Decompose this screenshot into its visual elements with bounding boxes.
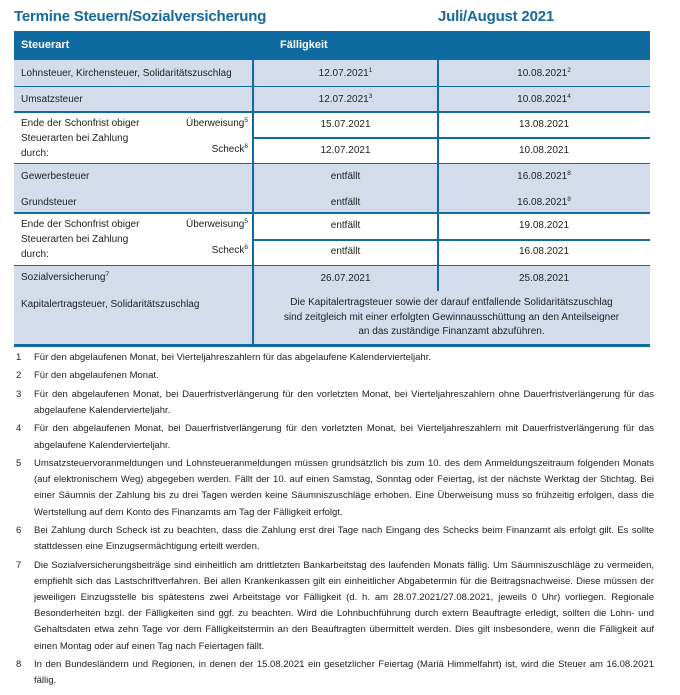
- row-label: Lohnsteuer, Kirchensteuer, Solidaritätszuschlag: [21, 68, 232, 79]
- august-date: 19.08.2021: [518, 220, 570, 231]
- july-date: entfällt: [330, 246, 361, 257]
- july-date: entfällt: [330, 220, 361, 231]
- july-date: 15.07.2021: [320, 119, 371, 130]
- row-label: Grundsteuer: [21, 197, 77, 208]
- july-date: 12.07.2021$^1$: [318, 67, 373, 79]
- august-date: 25.08.2021: [518, 273, 570, 284]
- page-title: Termine Steuern/Sozialversicherung: [14, 8, 267, 25]
- row-label: Ende der Schonfrist obiger Steuerarten bei Zahlung durch:: [21, 219, 140, 260]
- row-label: Sozialversicherung$^7$: [21, 271, 110, 283]
- column-divider: [252, 60, 254, 344]
- kapitalertrag-note: Die Kapitalertragsteuer sowie der darauf entfallende Solidaritätszuschlag sind zeitgleich mit einer erfolgten Gewinnausschüttung an den Anteilseigner an das zuständige Finanzamt abzuführen.: [283, 297, 620, 337]
- payment-method-cheque: Scheck$^6$: [211, 143, 248, 155]
- column-header-faelligkeit: Fälligkeit: [280, 39, 328, 51]
- payment-method-transfer: Überweisung$^5$: [186, 218, 248, 230]
- august-date: 10.08.2021$^4$: [517, 93, 571, 105]
- august-date: 10.08.2021: [518, 145, 570, 156]
- row-label: Umsatzsteuer: [21, 94, 83, 105]
- footnote: 3 Für den abgelaufenen Monat, bei Dauerfristverlängerung für den vorletzten Monat, bei Vierteljahreszahlern ohne Dauerfristverlängerung für das abgelaufene Kalendervierteljahr.: [16, 388, 654, 416]
- column-divider: [437, 60, 439, 291]
- table-row-group: [14, 265, 650, 347]
- period-label: Juli/August 2021: [438, 8, 555, 25]
- august-date: 16.08.2021$^8$: [517, 196, 571, 208]
- divider: [253, 137, 650, 139]
- row-label: Gewerbesteuer: [21, 171, 90, 182]
- august-date: 16.08.2021: [518, 246, 570, 257]
- footnote: 5 Umsatzsteuervoranmeldungen und Lohnsteueranmeldungen müssen grundsätzlich bis zum 10. des dem Anmeldungszeitraum folgenden Monats (auf elektronischem Weg) abgegeben werden. Fällt der 10. auf einen Samstag, Sonntag oder Feiertag, ist der nächste Werktag der Stichtag. Bei einer Säumnis der Zahlung bis zu drei Tagen werden keine Säumniszuschläge erhoben. Eine Überweisung muss so frühzeitig erfolgen, dass die Wertstellung auf dem Konto des Finanzamts am Tag der Fälligkeit erfolgt.: [16, 457, 654, 518]
- divider: [253, 239, 650, 241]
- column-header-steuerart: Steuerart: [21, 39, 70, 51]
- table-row: [14, 60, 650, 86]
- july-date: entfällt: [330, 171, 361, 182]
- table-row-schonfrist: [14, 111, 650, 163]
- august-date: 10.08.2021$^2$: [517, 67, 571, 79]
- payment-method-transfer: Überweisung$^5$: [186, 117, 248, 129]
- footnotes: [14, 350, 654, 692]
- july-date: 26.07.2021: [320, 273, 371, 284]
- row-label: Kapitalertragsteuer, Solidaritätszuschlag: [21, 299, 200, 310]
- footnote: 8 In den Bundesländern und Regionen, in denen der 15.08.2021 ein gesetzlicher Feiertag (Mariä Himmelfahrt) ist, wird die Steuer am 16.08.2021 fällig.: [16, 658, 654, 687]
- footnote: 2 Für den abgelaufenen Monat.: [16, 370, 159, 382]
- august-date: 13.08.2021: [518, 119, 570, 130]
- july-date: entfällt: [330, 197, 361, 208]
- title-bar: [14, 8, 650, 30]
- table-row-schonfrist: [14, 212, 650, 265]
- footnote: 7 Die Sozialversicherungsbeiträge sind einheitlich am drittletzten Bankarbeitstag des laufenden Monats fällig. Um Säumniszuschläge zu vermeiden, empfiehlt sich das Lastschriftverfahren. Bei allen Krankenkassen gilt ein einheitlicher Abgabetermin für die Beitragsnachweise. Diese müssen der jeweiligen Einzugsstelle bis spätestens zwei Arbeitstage vor Fälligkeit (d. h. am 28.07.2021/27.08.2021, jeweils 0 Uhr) vorliegen. Regionale Besonderheiten bzgl. der Fälligkeiten sind ggf. zu beachten. Wird die Lohnbuchführung durch extern Beauftragte erledigt, sollten die Lohn- und Gehaltsdaten etwa zehn Tage vor dem Fälligkeitstermin an den Beauftragten übermittelt werden. Dies gilt insbesondere, wenn die Fälligkeit auf einen Montag oder auf einen Tag nach Feiertagen fällt.: [16, 559, 654, 652]
- footnote: 4 Für den abgelaufenen Monat, bei Dauerfristverlängerung für den vorletzten Monat, bei Vierteljahreszahlern mit Dauerfristverlängerung für das abgelaufene Kalendervierteljahr.: [16, 423, 654, 451]
- august-date: 16.08.2021$^8$: [517, 170, 571, 182]
- table-row: [14, 86, 650, 112]
- footnote: 6 Bei Zahlung durch Scheck ist zu beachten, dass die Zahlung erst drei Tage nach Eingang des Schecks beim Finanzamt als erfolgt gilt. Es sollte stattdessen eine Einzugsermächtigung erteilt werden.: [16, 524, 654, 553]
- row-label: Ende der Schonfrist obiger Steuerarten bei Zahlung durch:: [21, 118, 140, 159]
- july-date: 12.07.2021$^3$: [318, 93, 373, 105]
- table-row-group: [14, 163, 650, 213]
- payment-method-cheque: Scheck$^6$: [211, 244, 248, 256]
- footnote: 1 Für den abgelaufenen Monat, bei Vierteljahreszahlern für das abgelaufene Kalendervierteljahr.: [16, 352, 431, 363]
- table-header: [14, 31, 650, 60]
- july-date: 12.07.2021: [320, 145, 371, 156]
